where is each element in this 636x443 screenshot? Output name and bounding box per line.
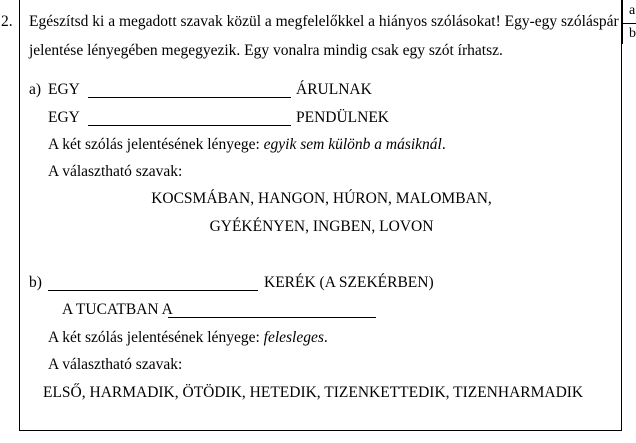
part-b-line1-after: KERÉK (A SZEKÉRBEN): [264, 274, 434, 291]
part-b-meaning: felesleges: [263, 329, 324, 346]
part-b-blank-1[interactable]: [48, 290, 258, 291]
part-a-line2-after: PENDÜLNEK: [296, 109, 389, 126]
part-b-meaning-end: .: [323, 329, 328, 346]
instruction-line-2: jelentése lényegében megegyezik. Egy vonalra mindig csak egy szót írhatsz.: [29, 42, 503, 59]
part-a-line1-after: ÁRULNAK: [296, 81, 372, 98]
score-box: [622, 0, 636, 44]
part-a-label: a): [29, 81, 42, 98]
part-a-meaning: egyik sem különb a másiknál: [263, 136, 442, 153]
part-b-blank-2[interactable]: [168, 317, 376, 318]
part-a-meaning-label: A két szólás jelentésének lényege:: [48, 136, 260, 153]
part-b-choices-label: A választható szavak:: [48, 356, 183, 373]
score-box-bottom-label: b: [629, 26, 636, 41]
part-a-choices-line-2: GYÉKÉNYEN, INGBEN, LOVON: [209, 218, 434, 235]
score-box-divider: [623, 23, 636, 24]
part-b-choices-line-1: ELSŐ, HARMADIK, ÖTÖDIK, HETEDIK, TIZENKETTEDIK, TIZENHARMADIK: [43, 384, 584, 401]
part-a-choices-line-1: KOCSMÁBAN, HANGON, HÚRON, MALOMBAN,: [151, 190, 492, 207]
part-a-blank-2[interactable]: [88, 125, 291, 126]
part-a-line1-before: EGY: [48, 81, 80, 98]
part-b-label: b): [29, 274, 42, 291]
part-a-choices-label: A választható szavak:: [48, 163, 183, 180]
part-a-meaning-end: .: [441, 136, 446, 153]
part-b-meaning-label: A két szólás jelentésének lényege:: [48, 329, 260, 346]
part-a-line2-before: EGY: [48, 109, 80, 126]
part-b-line2-before: A TUCATBAN A: [62, 301, 173, 318]
part-a-blank-1[interactable]: [88, 97, 291, 98]
part-b-meaning-row: [48, 330, 328, 346]
score-box-top-label: a: [629, 3, 636, 18]
part-a-meaning-row: [48, 137, 446, 153]
task-number: 2.: [1, 13, 13, 30]
instruction-line-1: Egészítsd ki a megadott szavak közül a megfelelőkkel a hiányos szólásokat! Egy-egy szóláspár: [29, 13, 619, 30]
